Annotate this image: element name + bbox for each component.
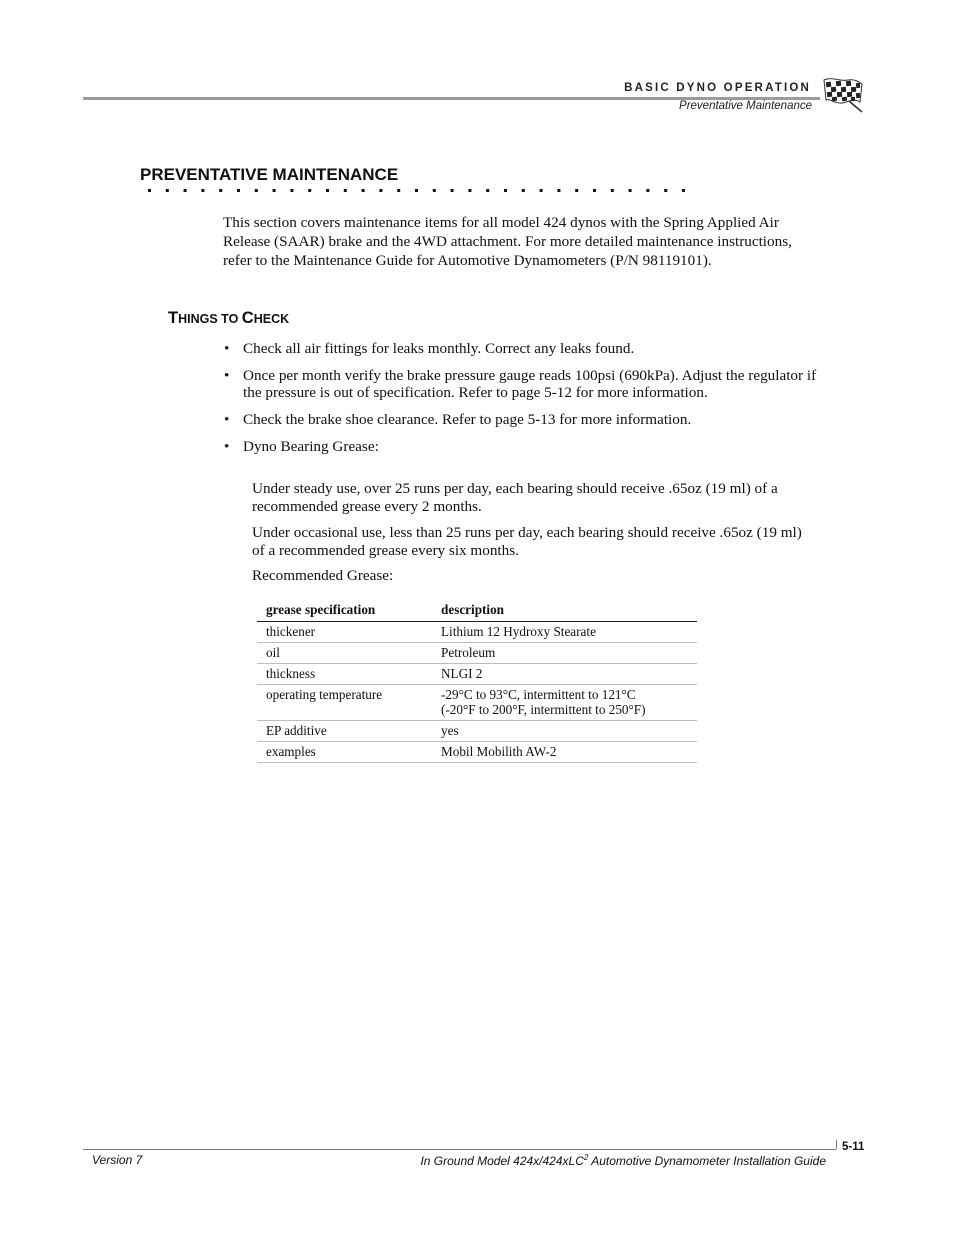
table-cell: thickness	[266, 666, 316, 681]
footer-tick	[836, 1140, 837, 1149]
rule-dot	[397, 189, 400, 192]
check-list	[224, 340, 824, 465]
rule-dot	[629, 189, 632, 192]
rule-dot	[148, 189, 151, 192]
rule-dot	[540, 189, 543, 192]
checkered-flag-icon	[820, 76, 866, 114]
table-cell: EP additive	[266, 723, 327, 738]
table-row	[257, 742, 697, 763]
rule-dot	[522, 189, 525, 192]
section-subtitle: Preventative Maintenance	[679, 100, 812, 112]
header-cell: description	[441, 602, 505, 617]
rule-dot	[308, 189, 311, 192]
rule-dot	[362, 189, 365, 192]
table-row	[257, 622, 697, 643]
rule-dot	[237, 189, 240, 192]
rule-dot	[166, 189, 169, 192]
page-number: 5-11	[842, 1141, 865, 1153]
rule-dot	[379, 189, 382, 192]
table-cell: Petroleum	[441, 645, 496, 660]
list-item: • Check all air fittings for leaks monthly. Correct any leaks found.	[224, 340, 824, 357]
rule-dot	[468, 189, 471, 192]
rule-dot	[255, 189, 258, 192]
list-item: • Once per month verify the brake pressure gauge reads 100psi (690kPa). Adjust the regulator if the pressure is out of specification. Refer to page 5-12 for more information.	[224, 367, 824, 401]
dotted-rule	[146, 186, 686, 194]
table-cell: Mobil Mobilith AW-2	[441, 744, 557, 759]
chapter-title: BASIC DYNO OPERATION	[624, 82, 811, 94]
header-cell: grease specification	[266, 602, 376, 617]
rule-dot	[201, 189, 204, 192]
section-title: PREVENTATIVE MAINTENANCE	[140, 165, 399, 184]
rule-dot	[611, 189, 614, 192]
table-row	[257, 664, 697, 685]
rule-dot	[290, 189, 293, 192]
rule-dot	[433, 189, 436, 192]
table-cell: Lithium 12 Hydroxy Stearate	[441, 624, 596, 639]
grease-table	[257, 600, 697, 763]
table-header-row	[257, 600, 697, 622]
table-cell: examples	[266, 744, 316, 759]
list-item: • Check the brake shoe clearance. Refer to page 5-13 for more information.	[224, 411, 824, 428]
table-cell: thickener	[266, 624, 316, 639]
table-row	[257, 685, 697, 721]
footer-rule	[83, 1149, 836, 1150]
steady-use-paragraph: Under steady use, over 25 runs per day, each bearing should receive .65oz (19 ml) of a recommended grease every 2 months.	[252, 480, 778, 515]
list-item: • Dyno Bearing Grease:	[224, 438, 824, 455]
table-cell: oil	[266, 645, 280, 660]
table-cell: -29°C to 93°C, intermittent to 121°C (-20°F to 200°F, intermittent to 250°F)	[441, 687, 646, 717]
occasional-use-paragraph: Under occasional use, less than 25 runs per day, each bearing should receive .65oz (19 ml) of a recommended grease every six months.	[252, 524, 802, 559]
rule-dot	[557, 189, 560, 192]
rule-dot	[504, 189, 507, 192]
rule-dot	[486, 189, 489, 192]
rule-dot	[451, 189, 454, 192]
table-row	[257, 643, 697, 664]
rule-dot	[326, 189, 329, 192]
table-cell: operating temperature	[266, 687, 383, 702]
guide-title: In Ground Model 424x/424xLC$^2$ Automotive Dynamometer Installation Guide	[420, 1153, 826, 1168]
rule-dot	[415, 189, 418, 192]
rule-dot	[682, 189, 685, 192]
rule-dot	[184, 189, 187, 192]
rule-dot	[646, 189, 649, 192]
rule-dot	[219, 189, 222, 192]
rule-dot	[593, 189, 596, 192]
table-row	[257, 721, 697, 742]
recommended-grease-label: Recommended Grease:	[252, 567, 394, 584]
version-label: Version 7	[92, 1153, 143, 1167]
table-cell: yes	[441, 723, 459, 738]
intro-paragraph: This section covers maintenance items for all model 424 dynos with the Spring Applied Air Release (SAAR) brake and the 4WD attachment. For more detailed maintenance instructions, refer to the Maintenance Guide for Automotive Dynamometers (P/N 98119101).	[223, 214, 792, 269]
rule-dot	[575, 189, 578, 192]
rule-dot	[344, 189, 347, 192]
things-to-check-heading: THINGS TO CHECK	[168, 309, 290, 327]
rule-dot	[664, 189, 667, 192]
rule-dot	[273, 189, 276, 192]
table-cell: NLGI 2	[441, 666, 483, 681]
